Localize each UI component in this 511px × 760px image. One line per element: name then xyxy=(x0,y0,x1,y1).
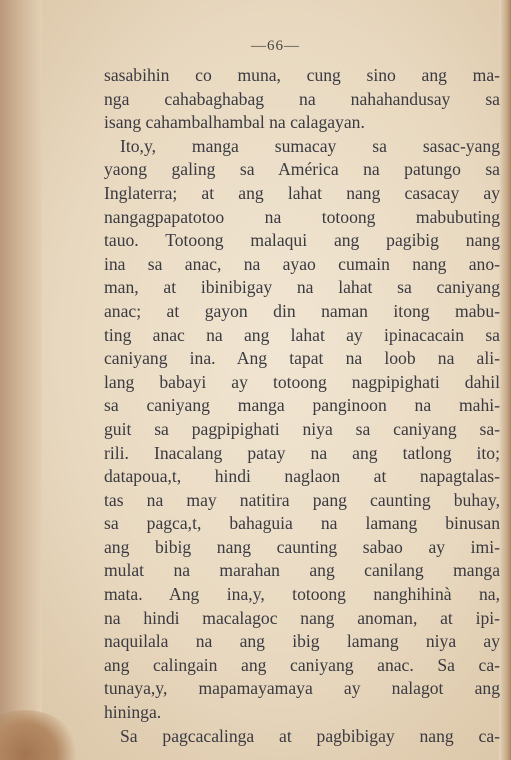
text-line: tunaya,y, mapamayamaya ay nalagot ang xyxy=(104,678,500,699)
text-line: hininga. xyxy=(104,702,162,723)
text-line: mulat na marahan ang canilang manga xyxy=(104,560,500,581)
text-line: nangagpapatotoo na totoong mabubuting xyxy=(104,206,500,227)
text-line: Inglaterra; at ang lahat nang casacay ay xyxy=(104,182,500,203)
text-line: ting anac na ang lahat ay ipinacacain sa xyxy=(104,324,500,345)
text-line: na hindi macalagoc nang anoman, at ipi- xyxy=(104,607,500,628)
text-line: yaong galing sa América na patungo sa xyxy=(104,159,500,180)
text-line: sa pagca,t, bahaguia na lamang binusan xyxy=(104,513,500,534)
text-line: sasabihin co muna, cung sino ang ma- xyxy=(104,65,500,85)
page-gutter-shadow xyxy=(0,0,42,760)
page-stain xyxy=(0,710,80,760)
text-line: naquilala na ang ibig lamang niya ay xyxy=(104,631,500,652)
text-line: tauo. Totoong malaqui ang pagibig nang xyxy=(104,230,500,251)
text-line: man, at ibinibigay na lahat sa caniyang xyxy=(104,277,500,298)
page-edge-shadow xyxy=(499,0,511,760)
text-line: datapoua,t, hindi naglaon at napagtalas- xyxy=(104,466,500,487)
text-line: ang bibig nang caunting sabao ay imi- xyxy=(104,536,500,557)
text-line: rili. Inacalang patay na ang tatlong ito; xyxy=(104,442,500,463)
text-line: ina sa anac, na ayao cumain nang ano- xyxy=(104,253,500,274)
text-line: mata. Ang ina,y, totoong nanghihinà na, xyxy=(104,584,500,605)
text-line: guit sa pagpipighati niya sa caniyang sa- xyxy=(104,418,500,439)
text-line: tas na may natitira pang caunting buhay, xyxy=(104,489,500,510)
text-line: nga cahabaghabag na nahahandusay sa xyxy=(104,88,500,109)
text-line: Ito,y, manga sumacay sa sasac-yang xyxy=(120,135,500,156)
text-line: lang babayi ay totoong nagpipighati dahil xyxy=(104,371,500,392)
text-line: sa caniyang manga panginoon na mahi- xyxy=(104,395,500,416)
text-line: anac; at gayon din naman itong mabu- xyxy=(104,300,500,321)
text-line: isang cahambalhambal na calagayan. xyxy=(104,112,365,133)
text-line: ang calingain ang caniyang anac. Sa ca- xyxy=(104,654,500,675)
text-line: caniyang ina. Ang tapat na loob na ali- xyxy=(104,348,500,369)
page-number: —66— xyxy=(251,38,300,54)
text-line: Sa pagcacalinga at pagbibigay nang ca- xyxy=(120,725,500,746)
body-text xyxy=(104,64,500,748)
